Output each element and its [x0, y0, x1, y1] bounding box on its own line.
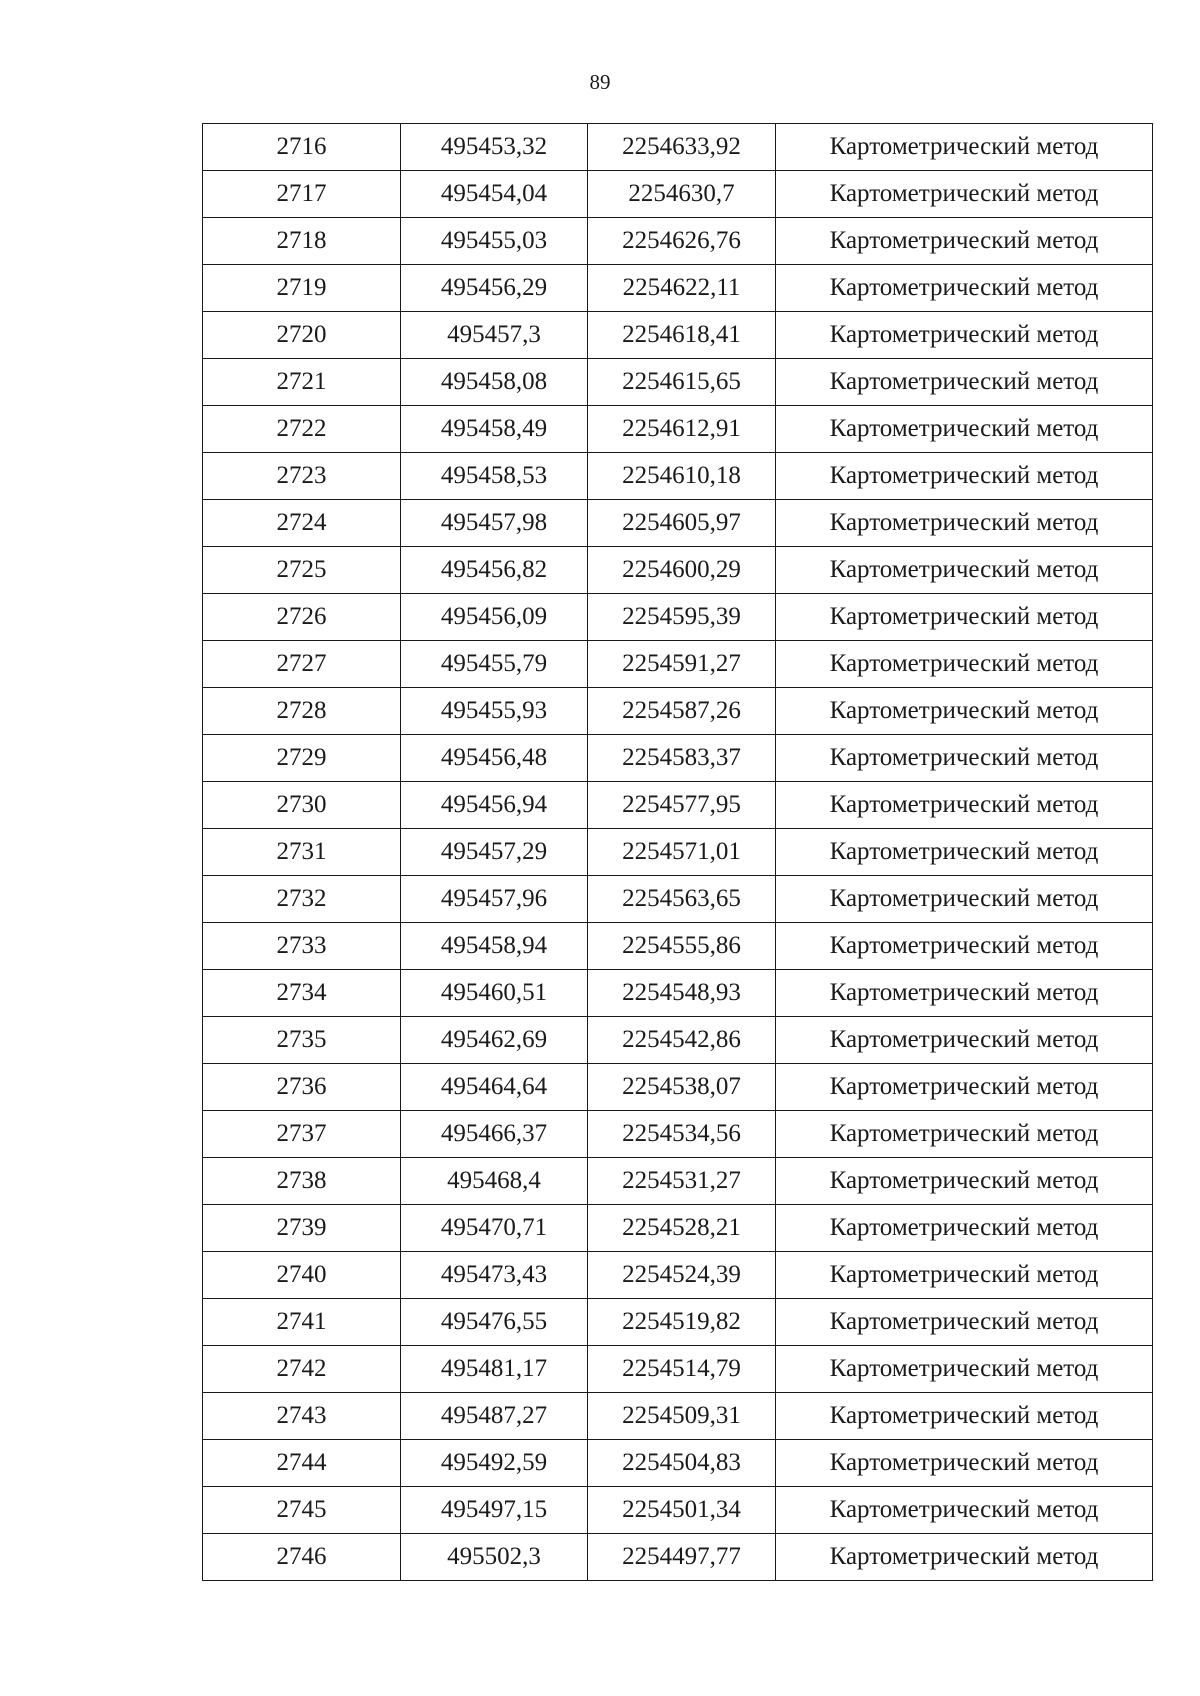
method-cell: Картометрический метод [776, 1158, 1153, 1205]
table-row [203, 1252, 1153, 1299]
method-cell: Картометрический метод [776, 1393, 1153, 1440]
method-cell: Картометрический метод [776, 641, 1153, 688]
x-coordinate-cell: 495473,43 [401, 1252, 588, 1299]
point-number-cell: 2721 [203, 359, 401, 406]
method-cell: Картометрический метод [776, 1064, 1153, 1111]
table-row [203, 1158, 1153, 1205]
y-coordinate-cell: 2254612,91 [588, 406, 776, 453]
page-number: 89 [589, 70, 611, 94]
x-coordinate-cell: 495458,49 [401, 406, 588, 453]
point-number-cell: 2720 [203, 312, 401, 359]
method-cell: Картометрический метод [776, 876, 1153, 923]
x-coordinate-cell: 495455,93 [401, 688, 588, 735]
table-row [203, 970, 1153, 1017]
method-cell: Картометрический метод [776, 923, 1153, 970]
x-coordinate-cell: 495502,3 [401, 1534, 588, 1581]
point-number-cell: 2726 [203, 594, 401, 641]
x-coordinate-cell: 495460,51 [401, 970, 588, 1017]
x-coordinate-cell: 495481,17 [401, 1346, 588, 1393]
method-cell: Картометрический метод [776, 312, 1153, 359]
point-number-cell: 2733 [203, 923, 401, 970]
y-coordinate-cell: 2254583,37 [588, 735, 776, 782]
table-row [203, 1299, 1153, 1346]
coordinates-table [202, 123, 1153, 1581]
x-coordinate-cell: 495454,04 [401, 171, 588, 218]
point-number-cell: 2731 [203, 829, 401, 876]
x-coordinate-cell: 495456,29 [401, 265, 588, 312]
x-coordinate-cell: 495492,59 [401, 1440, 588, 1487]
y-coordinate-cell: 2254497,77 [588, 1534, 776, 1581]
x-coordinate-cell: 495458,53 [401, 453, 588, 500]
table-row [203, 1487, 1153, 1534]
method-cell: Картометрический метод [776, 1440, 1153, 1487]
x-coordinate-cell: 495457,98 [401, 500, 588, 547]
method-cell: Картометрический метод [776, 1017, 1153, 1064]
x-coordinate-cell: 495455,79 [401, 641, 588, 688]
x-coordinate-cell: 495457,3 [401, 312, 588, 359]
x-coordinate-cell: 495456,82 [401, 547, 588, 594]
table-row [203, 124, 1153, 171]
method-cell: Картометрический метод [776, 453, 1153, 500]
table-row [203, 547, 1153, 594]
point-number-cell: 2742 [203, 1346, 401, 1393]
method-cell: Картометрический метод [776, 406, 1153, 453]
method-cell: Картометрический метод [776, 1205, 1153, 1252]
point-number-cell: 2722 [203, 406, 401, 453]
point-number-cell: 2735 [203, 1017, 401, 1064]
point-number-cell: 2718 [203, 218, 401, 265]
table-row [203, 594, 1153, 641]
point-number-cell: 2743 [203, 1393, 401, 1440]
table-row [203, 1346, 1153, 1393]
x-coordinate-cell: 495457,29 [401, 829, 588, 876]
y-coordinate-cell: 2254524,39 [588, 1252, 776, 1299]
table-row [203, 923, 1153, 970]
y-coordinate-cell: 2254555,86 [588, 923, 776, 970]
y-coordinate-cell: 2254605,97 [588, 500, 776, 547]
coordinates-table-body [203, 124, 1153, 1581]
x-coordinate-cell: 495458,08 [401, 359, 588, 406]
x-coordinate-cell: 495457,96 [401, 876, 588, 923]
table-row [203, 1205, 1153, 1252]
table-row [203, 1440, 1153, 1487]
y-coordinate-cell: 2254531,27 [588, 1158, 776, 1205]
method-cell: Картометрический метод [776, 547, 1153, 594]
table-row [203, 876, 1153, 923]
table-row [203, 359, 1153, 406]
method-cell: Картометрический метод [776, 1252, 1153, 1299]
x-coordinate-cell: 495466,37 [401, 1111, 588, 1158]
y-coordinate-cell: 2254534,56 [588, 1111, 776, 1158]
point-number-cell: 2729 [203, 735, 401, 782]
table-row [203, 1111, 1153, 1158]
table-row [203, 1064, 1153, 1111]
x-coordinate-cell: 495456,94 [401, 782, 588, 829]
x-coordinate-cell: 495456,09 [401, 594, 588, 641]
point-number-cell: 2746 [203, 1534, 401, 1581]
y-coordinate-cell: 2254630,7 [588, 171, 776, 218]
method-cell: Картометрический метод [776, 735, 1153, 782]
y-coordinate-cell: 2254501,34 [588, 1487, 776, 1534]
method-cell: Картометрический метод [776, 1346, 1153, 1393]
point-number-cell: 2744 [203, 1440, 401, 1487]
point-number-cell: 2734 [203, 970, 401, 1017]
x-coordinate-cell: 495458,94 [401, 923, 588, 970]
x-coordinate-cell: 495476,55 [401, 1299, 588, 1346]
y-coordinate-cell: 2254563,65 [588, 876, 776, 923]
table-row [203, 782, 1153, 829]
x-coordinate-cell: 495464,64 [401, 1064, 588, 1111]
point-number-cell: 2716 [203, 124, 401, 171]
x-coordinate-cell: 495468,4 [401, 1158, 588, 1205]
table-row [203, 1393, 1153, 1440]
point-number-cell: 2739 [203, 1205, 401, 1252]
y-coordinate-cell: 2254587,26 [588, 688, 776, 735]
method-cell: Картометрический метод [776, 1534, 1153, 1581]
method-cell: Картометрический метод [776, 970, 1153, 1017]
method-cell: Картометрический метод [776, 124, 1153, 171]
y-coordinate-cell: 2254633,92 [588, 124, 776, 171]
method-cell: Картометрический метод [776, 500, 1153, 547]
point-number-cell: 2736 [203, 1064, 401, 1111]
y-coordinate-cell: 2254615,65 [588, 359, 776, 406]
x-coordinate-cell: 495455,03 [401, 218, 588, 265]
y-coordinate-cell: 2254595,39 [588, 594, 776, 641]
method-cell: Картометрический метод [776, 594, 1153, 641]
y-coordinate-cell: 2254591,27 [588, 641, 776, 688]
point-number-cell: 2730 [203, 782, 401, 829]
table-row [203, 171, 1153, 218]
method-cell: Картометрический метод [776, 265, 1153, 312]
table-row [203, 265, 1153, 312]
point-number-cell: 2737 [203, 1111, 401, 1158]
y-coordinate-cell: 2254538,07 [588, 1064, 776, 1111]
table-row [203, 218, 1153, 265]
x-coordinate-cell: 495470,71 [401, 1205, 588, 1252]
table-row [203, 688, 1153, 735]
y-coordinate-cell: 2254514,79 [588, 1346, 776, 1393]
table-row [203, 641, 1153, 688]
table-row [203, 1017, 1153, 1064]
y-coordinate-cell: 2254548,93 [588, 970, 776, 1017]
method-cell: Картометрический метод [776, 218, 1153, 265]
method-cell: Картометрический метод [776, 359, 1153, 406]
method-cell: Картометрический метод [776, 829, 1153, 876]
method-cell: Картометрический метод [776, 1299, 1153, 1346]
point-number-cell: 2717 [203, 171, 401, 218]
table-row [203, 406, 1153, 453]
point-number-cell: 2732 [203, 876, 401, 923]
y-coordinate-cell: 2254577,95 [588, 782, 776, 829]
x-coordinate-cell: 495462,69 [401, 1017, 588, 1064]
method-cell: Картометрический метод [776, 1487, 1153, 1534]
y-coordinate-cell: 2254618,41 [588, 312, 776, 359]
y-coordinate-cell: 2254504,83 [588, 1440, 776, 1487]
table-row [203, 1534, 1153, 1581]
method-cell: Картометрический метод [776, 1111, 1153, 1158]
y-coordinate-cell: 2254600,29 [588, 547, 776, 594]
table-row [203, 453, 1153, 500]
table-row [203, 500, 1153, 547]
x-coordinate-cell: 495453,32 [401, 124, 588, 171]
y-coordinate-cell: 2254542,86 [588, 1017, 776, 1064]
method-cell: Картометрический метод [776, 688, 1153, 735]
point-number-cell: 2741 [203, 1299, 401, 1346]
y-coordinate-cell: 2254528,21 [588, 1205, 776, 1252]
table-row [203, 829, 1153, 876]
y-coordinate-cell: 2254622,11 [588, 265, 776, 312]
method-cell: Картометрический метод [776, 782, 1153, 829]
y-coordinate-cell: 2254571,01 [588, 829, 776, 876]
point-number-cell: 2723 [203, 453, 401, 500]
y-coordinate-cell: 2254509,31 [588, 1393, 776, 1440]
x-coordinate-cell: 495456,48 [401, 735, 588, 782]
point-number-cell: 2745 [203, 1487, 401, 1534]
point-number-cell: 2724 [203, 500, 401, 547]
table-row [203, 735, 1153, 782]
x-coordinate-cell: 495487,27 [401, 1393, 588, 1440]
y-coordinate-cell: 2254626,76 [588, 218, 776, 265]
point-number-cell: 2719 [203, 265, 401, 312]
table-row [203, 312, 1153, 359]
point-number-cell: 2725 [203, 547, 401, 594]
x-coordinate-cell: 495497,15 [401, 1487, 588, 1534]
point-number-cell: 2728 [203, 688, 401, 735]
point-number-cell: 2738 [203, 1158, 401, 1205]
point-number-cell: 2727 [203, 641, 401, 688]
y-coordinate-cell: 2254519,82 [588, 1299, 776, 1346]
method-cell: Картометрический метод [776, 171, 1153, 218]
y-coordinate-cell: 2254610,18 [588, 453, 776, 500]
point-number-cell: 2740 [203, 1252, 401, 1299]
